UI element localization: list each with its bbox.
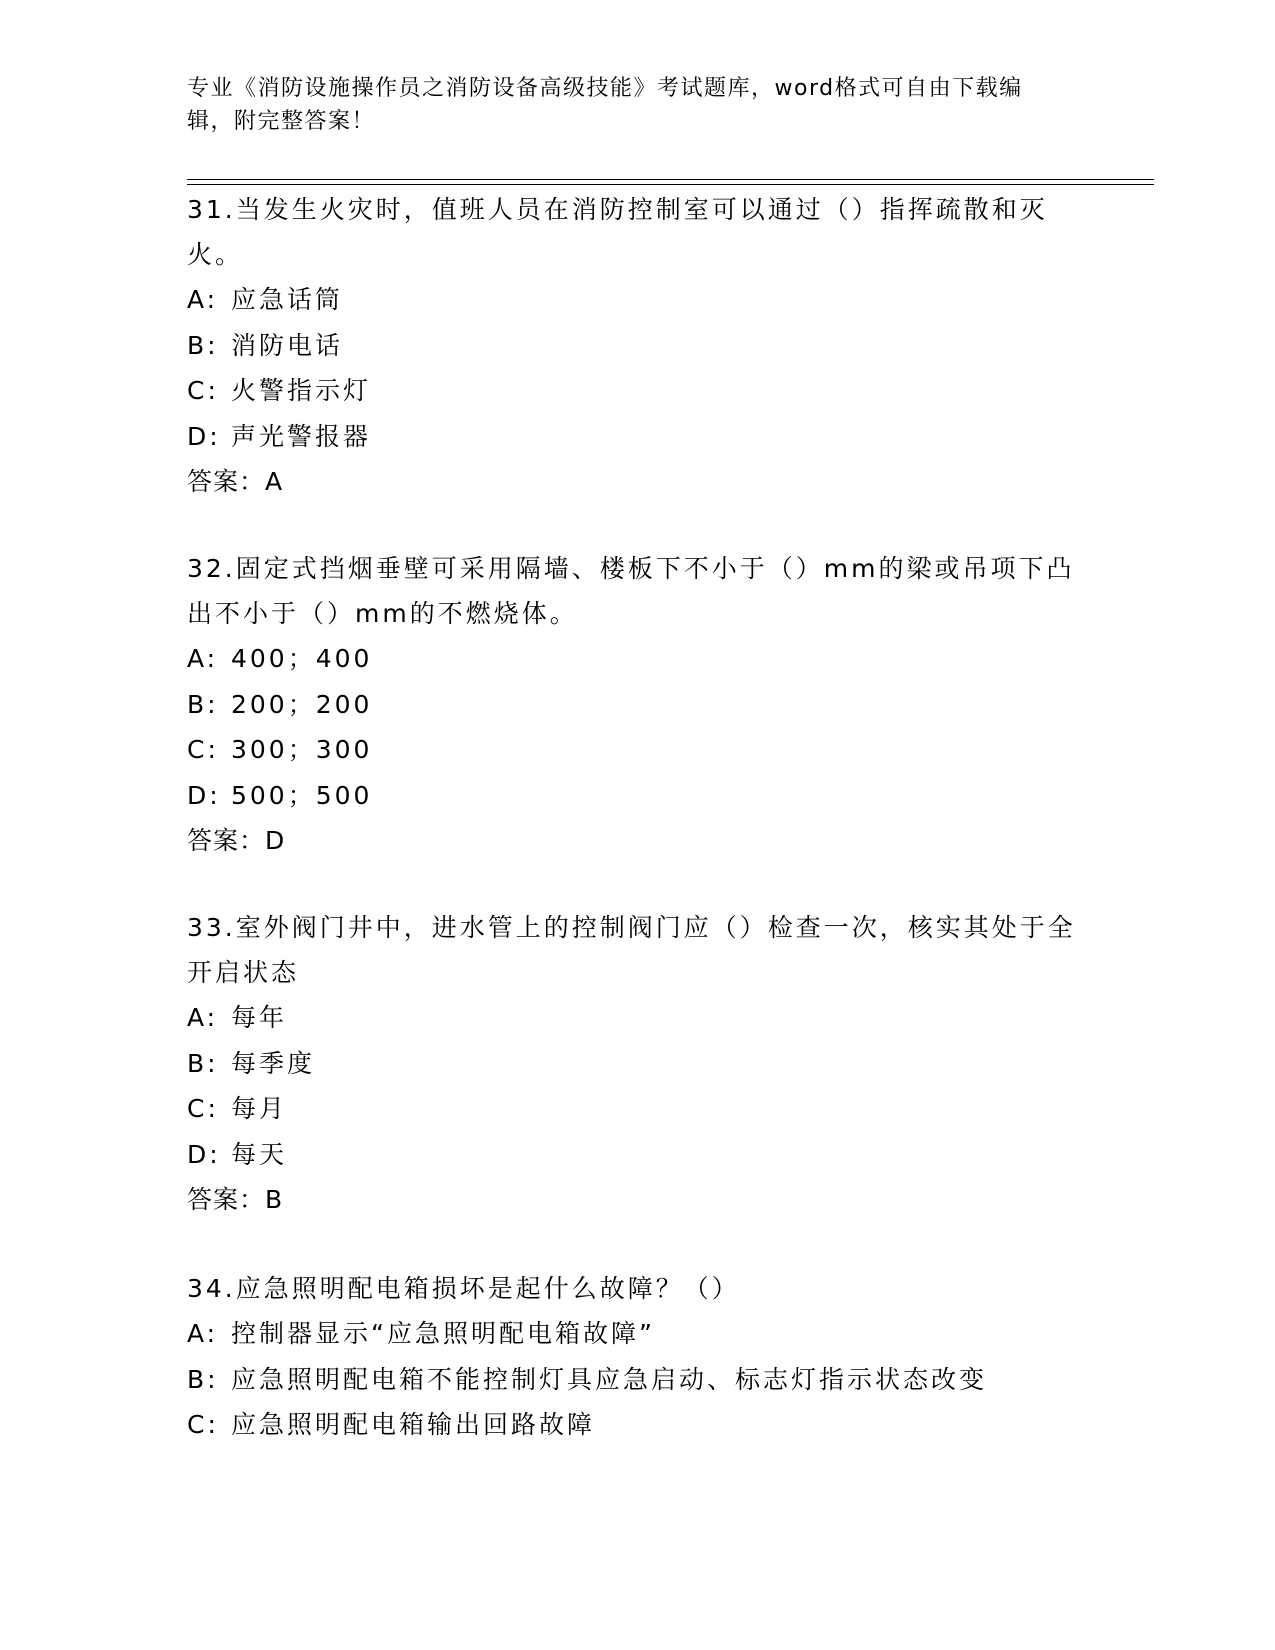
option-c [187, 1086, 1087, 1132]
question-stem: 33.室外阀门井中，进水管上的控制阀门应（）检查一次，核实其处于全开启状态 [187, 913, 1076, 987]
question-34 [187, 1266, 1087, 1448]
option-text: 火警指示灯 [231, 376, 372, 405]
question-31 [187, 187, 1087, 504]
option-letter: D: [187, 780, 221, 810]
question-32 [187, 546, 1087, 863]
option-c [187, 727, 1087, 773]
question-stem: 32.固定式挡烟垂壁可采用隔墙、楼板下不小于（）mm的梁或吊项下凸出不小于（）mm的不燃烧体。 [187, 554, 1075, 628]
option-text: 消防电话 [231, 330, 344, 360]
option-d [187, 414, 1087, 460]
option-text: 应急照明配电箱不能控制灯具应急启动、标志灯指示状态改变 [231, 1364, 988, 1394]
option-letter: C: [187, 1094, 219, 1123]
question-33 [187, 905, 1087, 1222]
question-stem: 31.当发生火灾时，值班人员在消防控制室可以通过（）指挥疏散和灭火。 [187, 195, 1048, 269]
option-text: 500；500 [231, 780, 373, 810]
option-letter: D: [187, 1139, 221, 1169]
option-text: 应急照明配电箱输出回路故障 [231, 1410, 596, 1439]
option-letter: C: [187, 1410, 219, 1439]
option-b [187, 1041, 1087, 1087]
answer-label: 答案：A [187, 467, 284, 496]
document-header: 专业《消防设施操作员之消防设备高级技能》考试题库，word格式可自由下载编辑，附完整答案！ [187, 76, 1023, 134]
option-text: 每季度 [231, 1048, 316, 1078]
option-b [187, 323, 1087, 369]
option-letter: B: [187, 689, 219, 719]
option-text: 每月 [231, 1094, 288, 1123]
option-letter: C: [187, 376, 219, 405]
option-b [187, 682, 1087, 728]
option-text: 应急话筒 [231, 285, 344, 314]
option-letter: B: [187, 1048, 219, 1078]
header-divider-bottom [187, 184, 1154, 185]
option-letter: A: [187, 644, 219, 673]
option-c [187, 368, 1087, 414]
option-a [187, 277, 1087, 323]
option-a [187, 995, 1087, 1041]
option-letter: B: [187, 330, 219, 360]
option-text: 400；400 [231, 644, 373, 673]
option-text: 200；200 [231, 689, 373, 719]
header-divider-top [187, 179, 1154, 180]
option-letter: A: [187, 1003, 219, 1032]
option-text: 控制器显示“应急照明配电箱故障” [231, 1319, 655, 1348]
option-letter: A: [187, 285, 219, 314]
option-a [187, 1311, 1087, 1357]
option-text: 每天 [231, 1139, 288, 1169]
option-d [187, 1132, 1087, 1178]
option-letter: C: [187, 735, 219, 764]
option-d [187, 773, 1087, 819]
option-letter: A: [187, 1319, 219, 1348]
option-text: 声光警报器 [231, 421, 372, 451]
option-b [187, 1357, 1087, 1403]
option-letter: B: [187, 1364, 219, 1394]
question-stem: 34.应急照明配电箱损坏是起什么故障？（） [187, 1274, 740, 1303]
answer-label: 答案：D [187, 826, 286, 855]
option-text: 300；300 [231, 735, 373, 764]
answer-label: 答案：B [187, 1185, 284, 1214]
option-text: 每年 [231, 1003, 288, 1032]
option-a [187, 636, 1087, 682]
option-c [187, 1402, 1087, 1448]
option-letter: D: [187, 421, 221, 451]
